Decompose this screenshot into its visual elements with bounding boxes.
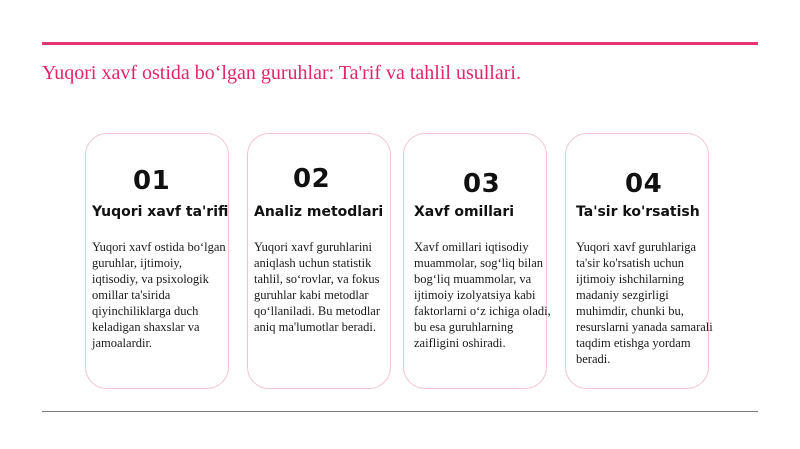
card-risk-factors: [403, 133, 551, 389]
card-number: 01: [133, 166, 171, 196]
card-heading: Ta'sir ko'rsatish: [576, 204, 700, 220]
card-number: 02: [293, 164, 331, 194]
card-body: Yuqori xavf ostida bo‘lgan guruhlar, ijtimoiy, iqtisodiy, va psixologik omillar ta'sirida qiyinchiliklarga duch keladigan shaxslar va jamoalardir.: [92, 240, 226, 350]
slide-title: Yuqori xavf ostida bo‘lgan guruhlar: Ta'rif va tahlil usullari.: [42, 62, 521, 84]
card-body: Xavf omillari iqtisodiy muammolar, sog‘liq bilan bog‘liq muammolar, va ijtimoiy izolyatsiya kabi faktorlarni o‘z ichiga oladi, bu esa guruhlarning zaifligini oshiradi.: [414, 240, 551, 350]
top-accent-line: [42, 42, 758, 45]
card-body: Yuqori xavf guruhlarini aniqlash uchun statistik tahlil, so‘rovlar, va fokus guruhlar kabi metodlar qo‘llaniladi. Bu metodlar aniq ma'lumotlar beradi.: [254, 240, 381, 334]
card-definition: [85, 133, 229, 389]
card-number: 03: [463, 169, 501, 199]
card-body: Yuqori xavf guruhlariga ta'sir ko'rsatish uchun ijtimoiy ishchilarning madaniy sezgirligi muhimdir, chunki bu, resurslarni yanada samarali taqdim etishga yordam beradi.: [576, 240, 713, 366]
card-analysis-methods: [247, 133, 391, 389]
bottom-divider-line: [42, 411, 758, 412]
card-influence: [565, 133, 713, 389]
card-heading: Analiz metodlari: [254, 204, 384, 220]
card-number: 04: [625, 169, 663, 199]
card-heading: Yuqori xavf ta'rifi: [92, 204, 229, 220]
card-heading: Xavf omillari: [414, 204, 515, 220]
